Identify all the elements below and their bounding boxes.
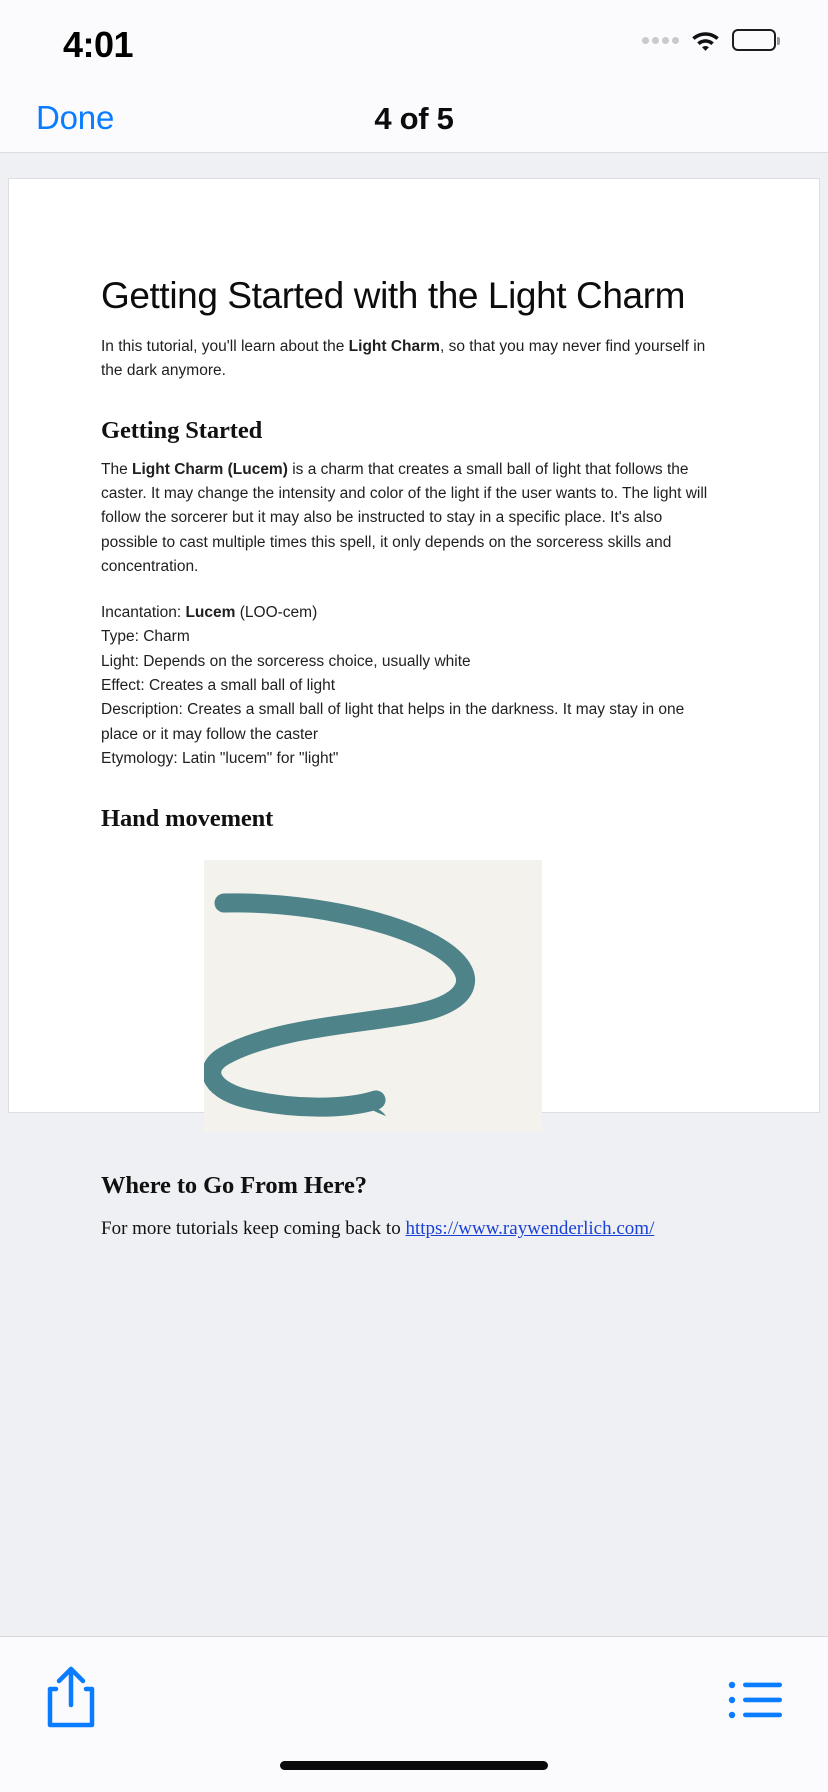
gs-text-bold: Light Charm (Lucem): [132, 461, 288, 478]
detail-label: Description:: [101, 701, 183, 719]
status-bar: [0, 0, 828, 85]
bottom-toolbar: [0, 1636, 828, 1792]
gs-text-before: The: [101, 461, 133, 478]
share-icon: [40, 1663, 102, 1731]
detail-effect: [101, 674, 721, 698]
detail-label: Etymology:: [101, 749, 178, 767]
page-counter-title: 4 of 5: [374, 101, 454, 136]
done-button[interactable]: Done: [36, 99, 115, 136]
status-bar-time: 4:01: [63, 24, 134, 65]
outro-paragraph: [101, 1215, 721, 1243]
detail-value: Creates a small ball of light that helps in the darkness. It may stay in one place or it may follow the caster: [101, 701, 685, 743]
hand-movement-figure: [204, 860, 542, 1132]
heading-getting-started: Getting Started: [101, 417, 263, 444]
detail-etymology: [101, 747, 721, 771]
heading-hand-movement: Hand movement: [101, 805, 274, 833]
hand-movement-stroke-icon: [204, 860, 542, 1132]
document-intro-paragraph: [101, 335, 721, 383]
intro-text-before: In this tutorial, you'll learn about the: [101, 337, 349, 355]
table-of-contents-button[interactable]: [724, 1677, 786, 1723]
detail-value: Creates a small ball of light: [144, 676, 336, 694]
battery-icon: [732, 29, 776, 51]
detail-type: [101, 625, 721, 649]
detail-value: Charm: [138, 628, 190, 646]
document-scroll-area[interactable]: [0, 153, 828, 1636]
navigation-bar: [0, 85, 828, 153]
outro-text: For more tutorials keep coming back to: [101, 1218, 406, 1240]
getting-started-paragraph: [101, 458, 721, 579]
gs-text-after: is a charm that creates a small ball of light that follows the caster. It may change the intensity and color of the light if the user wants to. The light will follow the sorcerer but it may also be instructed to stay in a specific place. It's also possible to cast multiple times this spell, it only depends on the sorceress skills and concentration.: [101, 461, 708, 575]
share-button[interactable]: [40, 1663, 102, 1731]
document-title: Getting Started with the Light Charm: [101, 275, 686, 316]
intro-text-after: , so that you may never find yourself in the dark anymore.: [101, 337, 706, 379]
status-bar-indicators: [642, 28, 776, 52]
raywenderlich-link[interactable]: https://www.raywenderlich.com/: [405, 1218, 655, 1240]
intro-text-bold: Light Charm: [348, 337, 440, 355]
detail-label: Light:: [101, 652, 139, 670]
detail-value: Latin "lucem" for "light": [177, 749, 339, 767]
detail-label: Effect:: [101, 676, 145, 694]
home-indicator: [280, 1761, 548, 1770]
detail-label: Type:: [101, 628, 139, 646]
detail-label: Incantation:: [101, 603, 182, 621]
cellular-dots-icon: [642, 37, 679, 44]
document-content: [101, 274, 721, 1243]
detail-value: (LOO-cem): [235, 603, 318, 621]
detail-light: [101, 650, 721, 674]
detail-incantation: [101, 601, 721, 625]
detail-description: [101, 698, 721, 747]
list-icon: [724, 1677, 786, 1723]
detail-bold-value: Lucem: [185, 603, 236, 621]
heading-where-to-go: Where to Go From Here?: [101, 1172, 367, 1200]
detail-value: Depends on the sorceress choice, usually white: [138, 652, 471, 670]
document-page[interactable]: [8, 178, 820, 1240]
wifi-icon: [690, 28, 721, 52]
